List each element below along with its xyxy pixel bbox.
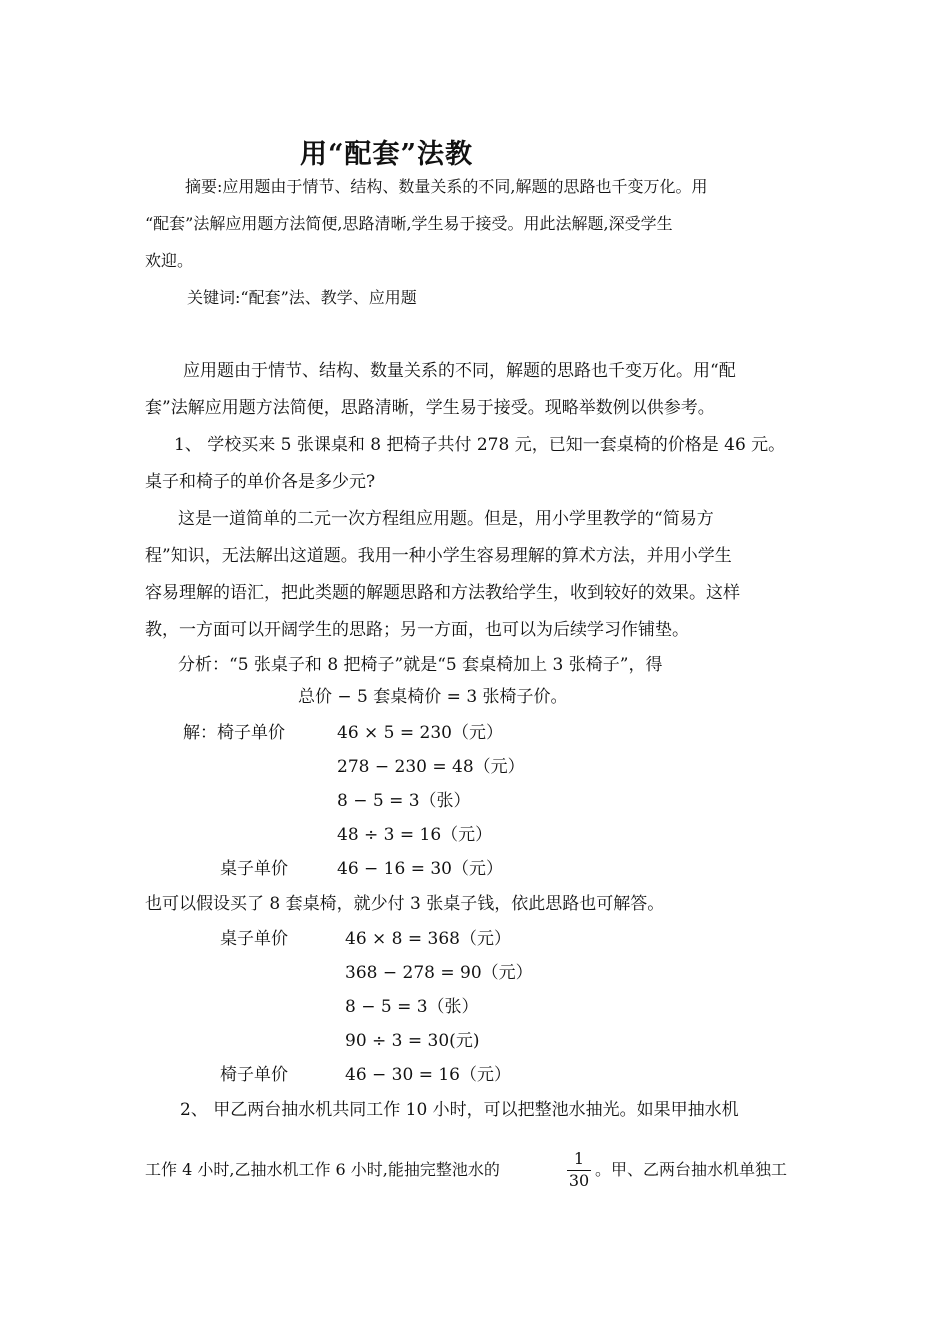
solution-label: 桌子单价 <box>220 859 288 879</box>
solution-step: 368 − 278 = 90（元） <box>345 963 533 983</box>
solution-step: 46 − 30 = 16（元） <box>345 1065 511 1085</box>
fraction-numerator: 1 <box>573 1149 585 1168</box>
discussion-line: 教，一方面可以开阔学生的思路；另一方面，也可以为后续学习作铺垫。 <box>145 620 689 640</box>
problem-2-line: 工作 4 小时,乙抽水机工作 6 小时,能抽完整池水的 <box>145 1160 500 1179</box>
solution-label: 解：椅子单价 <box>183 723 285 743</box>
problem-2-line: 2、 甲乙两台抽水机共同工作 10 小时，可以把整池水抽光。如果甲抽水机 <box>180 1100 739 1120</box>
solution-step: 48 ÷ 3 = 16（元） <box>337 825 493 845</box>
document-title: 用“配套”法教 <box>300 139 474 170</box>
solution-step: 90 ÷ 3 = 30(元) <box>345 1031 480 1051</box>
intro-line: 应用题由于情节、结构、数量关系的不同，解题的思路也千变万化。用“配 <box>183 361 736 381</box>
problem-1-line: 1、 学校买来 5 张课桌和 8 把椅子共付 278 元，已知一套桌椅的价格是 46 元。 <box>174 435 786 455</box>
abstract-line: 欢迎。 <box>145 251 194 270</box>
solution-label: 椅子单价 <box>220 1065 288 1085</box>
discussion-line: 这是一道简单的二元一次方程组应用题。但是，用小学里教学的“简易方 <box>178 509 714 529</box>
analysis-equation: 总价 − 5 套桌椅价 = 3 张椅子价。 <box>298 687 568 707</box>
problem-1-line: 桌子和椅子的单价各是多少元? <box>145 472 376 492</box>
fraction <box>565 1150 593 1190</box>
discussion-line: 容易理解的语汇，把此类题的解题思路和方法教给学生，收到较好的效果。这样 <box>145 583 740 603</box>
solution-step: 278 − 230 = 48（元） <box>337 757 525 777</box>
solution-label: 桌子单价 <box>220 929 288 949</box>
discussion-line: 程”知识，无法解出这道题。我用一种小学生容易理解的算术方法，并用小学生 <box>145 546 732 566</box>
solution-step: 8 − 5 = 3（张） <box>337 791 471 811</box>
fraction-denominator: 30 <box>568 1171 590 1190</box>
solution-step: 46 × 5 = 230（元） <box>337 723 503 743</box>
analysis-line: 分析：“5 张桌子和 8 把椅子”就是“5 套桌椅加上 3 张椅子”，得 <box>178 655 663 675</box>
intro-line: 套”法解应用题方法简便，思路清晰，学生易于接受。现略举数例以供参考。 <box>145 398 715 418</box>
keywords: 关键词:“配套”法、教学、应用题 <box>187 288 417 307</box>
solution-step: 46 × 8 = 368（元） <box>345 929 511 949</box>
solution-step: 46 − 16 = 30（元） <box>337 859 503 879</box>
alternative-note: 也可以假设买了 8 套桌椅，就少付 3 张桌子钱，依此思路也可解答。 <box>145 894 665 914</box>
problem-2-line: 。甲、乙两台抽水机单独工 <box>595 1160 788 1179</box>
abstract-line: 摘要:应用题由于情节、结构、数量关系的不同,解题的思路也千变万化。用 <box>185 177 708 196</box>
abstract-line: “配套”法解应用题方法简便,思路清晰,学生易于接受。用此法解题,深受学生 <box>145 214 673 233</box>
solution-step: 8 − 5 = 3（张） <box>345 997 479 1017</box>
